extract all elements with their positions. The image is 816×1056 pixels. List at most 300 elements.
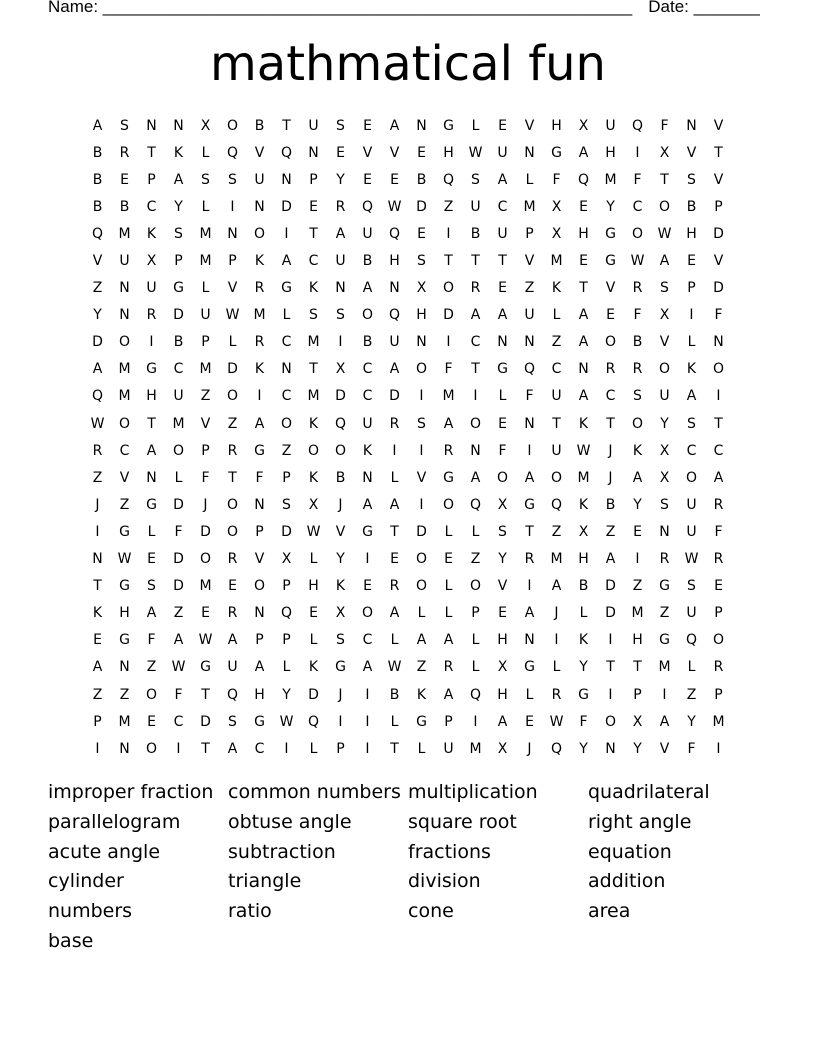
grid-letter[interactable]: E — [525, 713, 534, 730]
grid-letter[interactable]: G — [200, 659, 211, 676]
grid-letter[interactable]: U — [524, 307, 535, 324]
grid-letter[interactable]: D — [200, 523, 211, 540]
grid-letter[interactable]: U — [308, 117, 319, 134]
grid-letter[interactable]: I — [716, 388, 721, 405]
grid-letter[interactable]: P — [255, 523, 264, 540]
grid-letter[interactable]: T — [282, 117, 291, 134]
grid-letter[interactable]: W — [279, 713, 294, 730]
grid-letter[interactable]: T — [201, 740, 210, 757]
grid-letter[interactable]: I — [365, 740, 370, 757]
grid-letter[interactable]: D — [227, 361, 238, 378]
grid-letter[interactable]: Q — [226, 686, 239, 703]
grid-letter[interactable]: V — [713, 253, 724, 270]
grid-letter[interactable]: G — [524, 659, 535, 676]
grid-letter[interactable]: O — [658, 198, 671, 215]
grid-letter[interactable]: F — [660, 117, 669, 134]
grid-letter[interactable]: A — [497, 713, 508, 730]
grid-letter[interactable]: M — [307, 388, 320, 405]
grid-letter[interactable]: P — [309, 171, 318, 188]
grid-letter[interactable]: I — [365, 713, 370, 730]
grid-letter[interactable]: X — [659, 307, 670, 324]
grid-letter[interactable]: B — [335, 469, 346, 486]
grid-letter[interactable]: Q — [550, 496, 563, 513]
grid-letter[interactable]: R — [335, 198, 346, 215]
grid-letter[interactable]: I — [284, 740, 289, 757]
grid-letter[interactable]: Y — [606, 198, 615, 215]
grid-letter[interactable]: N — [92, 551, 103, 568]
grid-letter[interactable]: U — [146, 280, 157, 297]
grid-letter[interactable]: T — [525, 523, 534, 540]
grid-letter[interactable]: O — [361, 605, 374, 622]
grid-letter[interactable]: H — [497, 632, 508, 649]
grid-letter[interactable]: G — [443, 469, 454, 486]
grid-letter[interactable]: W — [387, 659, 402, 676]
grid-letter[interactable]: A — [443, 686, 454, 703]
grid-letter[interactable]: R — [713, 659, 724, 676]
grid-letter[interactable]: Z — [686, 686, 697, 703]
grid-letter[interactable]: V — [254, 144, 265, 161]
grid-letter[interactable]: T — [309, 361, 318, 378]
grid-letter[interactable]: S — [336, 632, 345, 649]
grid-letter[interactable]: I — [95, 740, 100, 757]
grid-letter[interactable]: E — [444, 551, 453, 568]
grid-letter[interactable]: I — [365, 686, 370, 703]
grid-letter[interactable]: B — [389, 686, 400, 703]
grid-letter[interactable]: U — [686, 605, 697, 622]
grid-letter[interactable]: O — [442, 280, 455, 297]
grid-letter[interactable]: C — [551, 361, 562, 378]
grid-letter[interactable]: N — [659, 523, 670, 540]
grid-letter[interactable]: A — [497, 171, 508, 188]
grid-letter[interactable]: N — [173, 117, 184, 134]
grid-letter[interactable]: O — [226, 388, 239, 405]
grid-letter[interactable]: A — [497, 307, 508, 324]
grid-letter[interactable]: E — [579, 198, 588, 215]
grid-letter[interactable]: L — [687, 659, 696, 676]
grid-letter[interactable]: Q — [550, 740, 563, 757]
grid-letter[interactable]: L — [471, 523, 480, 540]
grid-letter[interactable]: N — [227, 225, 238, 242]
grid-letter[interactable]: W — [171, 659, 186, 676]
grid-letter[interactable]: I — [635, 144, 640, 161]
grid-letter[interactable]: C — [713, 442, 724, 459]
grid-letter[interactable]: W — [657, 225, 672, 242]
grid-letter[interactable]: R — [227, 551, 238, 568]
grid-letter[interactable]: N — [497, 334, 508, 351]
grid-letter[interactable]: R — [632, 280, 643, 297]
grid-letter[interactable]: W — [117, 551, 132, 568]
grid-letter[interactable]: O — [118, 415, 131, 432]
grid-letter[interactable]: B — [686, 198, 697, 215]
grid-letter[interactable]: D — [173, 551, 184, 568]
grid-letter[interactable]: V — [416, 469, 427, 486]
grid-letter[interactable]: O — [604, 334, 617, 351]
grid-letter[interactable]: B — [173, 334, 184, 351]
grid-letter[interactable]: Q — [361, 198, 374, 215]
grid-letter[interactable]: Y — [336, 171, 345, 188]
grid-letter[interactable]: H — [578, 225, 589, 242]
grid-letter[interactable]: T — [201, 686, 210, 703]
grid-letter[interactable]: J — [203, 496, 208, 513]
grid-letter[interactable]: R — [632, 361, 643, 378]
grid-letter[interactable]: A — [92, 659, 103, 676]
grid-letter[interactable]: X — [659, 469, 670, 486]
grid-letter[interactable]: G — [443, 117, 454, 134]
grid-letter[interactable]: I — [419, 442, 424, 459]
grid-letter[interactable]: T — [309, 225, 318, 242]
grid-letter[interactable]: K — [686, 361, 697, 378]
grid-letter[interactable]: A — [470, 307, 481, 324]
grid-letter[interactable]: P — [444, 713, 453, 730]
grid-letter[interactable]: A — [389, 361, 400, 378]
grid-letter[interactable]: M — [307, 334, 320, 351]
grid-letter[interactable]: K — [308, 415, 319, 432]
grid-letter[interactable]: R — [524, 551, 535, 568]
grid-letter[interactable]: R — [92, 442, 103, 459]
grid-letter[interactable]: A — [605, 551, 616, 568]
grid-letter[interactable]: Z — [605, 523, 616, 540]
grid-letter[interactable]: U — [551, 442, 562, 459]
grid-letter[interactable]: T — [633, 659, 642, 676]
grid-letter[interactable]: G — [497, 361, 508, 378]
grid-letter[interactable]: M — [118, 713, 131, 730]
grid-letter[interactable]: X — [551, 198, 562, 215]
grid-letter[interactable]: V — [524, 253, 535, 270]
grid-letter[interactable]: I — [527, 578, 532, 595]
grid-letter[interactable]: A — [578, 307, 589, 324]
grid-letter[interactable]: D — [173, 307, 184, 324]
grid-letter[interactable]: X — [281, 551, 292, 568]
grid-letter[interactable]: Z — [119, 686, 130, 703]
grid-letter[interactable]: R — [227, 605, 238, 622]
grid-letter[interactable]: E — [498, 280, 507, 297]
grid-letter[interactable]: X — [146, 253, 157, 270]
grid-letter[interactable]: F — [552, 171, 561, 188]
grid-letter[interactable]: Y — [498, 551, 507, 568]
grid-letter[interactable]: I — [338, 713, 343, 730]
grid-letter[interactable]: U — [173, 388, 184, 405]
grid-letter[interactable]: I — [392, 442, 397, 459]
grid-letter[interactable]: O — [145, 686, 158, 703]
grid-letter[interactable]: L — [444, 523, 453, 540]
grid-letter[interactable]: A — [254, 659, 265, 676]
grid-letter[interactable]: U — [254, 171, 265, 188]
grid-letter[interactable]: Z — [416, 659, 427, 676]
grid-letter[interactable]: S — [336, 117, 345, 134]
grid-letter[interactable]: U — [686, 496, 697, 513]
grid-letter[interactable]: X — [416, 280, 427, 297]
grid-letter[interactable]: Q — [91, 388, 104, 405]
grid-letter[interactable]: M — [118, 388, 131, 405]
grid-letter[interactable]: H — [443, 144, 454, 161]
grid-letter[interactable]: L — [444, 605, 453, 622]
grid-letter[interactable]: C — [281, 388, 292, 405]
grid-letter[interactable]: S — [309, 307, 318, 324]
grid-letter[interactable]: A — [335, 225, 346, 242]
grid-letter[interactable]: N — [524, 415, 535, 432]
grid-letter[interactable]: M — [253, 307, 266, 324]
grid-letter[interactable]: G — [416, 713, 427, 730]
grid-letter[interactable]: C — [173, 361, 184, 378]
grid-letter[interactable]: O — [307, 442, 320, 459]
grid-letter[interactable]: K — [362, 442, 373, 459]
grid-letter[interactable]: N — [254, 198, 265, 215]
grid-letter[interactable]: G — [254, 713, 265, 730]
grid-letter[interactable]: T — [390, 740, 399, 757]
grid-letter[interactable]: O — [226, 117, 239, 134]
grid-letter[interactable]: A — [713, 469, 724, 486]
grid-letter[interactable]: O — [550, 469, 563, 486]
grid-letter[interactable]: O — [415, 361, 428, 378]
grid-letter[interactable]: D — [173, 578, 184, 595]
grid-letter[interactable]: E — [390, 171, 399, 188]
grid-letter[interactable]: P — [201, 442, 210, 459]
grid-letter[interactable]: Q — [469, 496, 482, 513]
grid-letter[interactable]: O — [253, 225, 266, 242]
grid-letter[interactable]: I — [554, 632, 559, 649]
grid-letter[interactable]: G — [173, 280, 184, 297]
grid-letter[interactable]: F — [579, 713, 588, 730]
grid-letter[interactable]: U — [227, 659, 238, 676]
grid-letter[interactable]: P — [714, 605, 723, 622]
grid-letter[interactable]: U — [551, 388, 562, 405]
grid-letter[interactable]: N — [308, 144, 319, 161]
grid-letter[interactable]: U — [389, 334, 400, 351]
grid-letter[interactable]: I — [419, 388, 424, 405]
grid-letter[interactable]: A — [173, 171, 184, 188]
grid-letter[interactable]: C — [362, 361, 373, 378]
grid-letter[interactable]: C — [146, 198, 157, 215]
grid-letter[interactable]: R — [254, 334, 265, 351]
grid-letter[interactable]: O — [280, 415, 293, 432]
grid-letter[interactable]: E — [390, 551, 399, 568]
grid-letter[interactable]: G — [146, 361, 157, 378]
grid-letter[interactable]: X — [497, 496, 508, 513]
grid-letter[interactable]: Q — [577, 171, 590, 188]
grid-letter[interactable]: M — [631, 605, 644, 622]
grid-letter[interactable]: P — [255, 632, 264, 649]
grid-letter[interactable]: L — [471, 117, 480, 134]
grid-letter[interactable]: V — [524, 117, 535, 134]
grid-letter[interactable]: K — [308, 659, 319, 676]
grid-letter[interactable]: Z — [227, 415, 238, 432]
grid-letter[interactable]: X — [578, 117, 589, 134]
grid-letter[interactable]: O — [361, 307, 374, 324]
grid-letter[interactable]: O — [199, 551, 212, 568]
grid-letter[interactable]: K — [146, 225, 157, 242]
grid-letter[interactable]: V — [713, 171, 724, 188]
grid-letter[interactable]: M — [577, 469, 590, 486]
grid-letter[interactable]: H — [497, 686, 508, 703]
grid-letter[interactable]: L — [579, 605, 588, 622]
grid-letter[interactable]: N — [524, 632, 535, 649]
grid-letter[interactable]: L — [444, 578, 453, 595]
grid-letter[interactable]: V — [119, 469, 130, 486]
grid-letter[interactable]: G — [659, 578, 670, 595]
grid-letter[interactable]: M — [712, 713, 725, 730]
grid-letter[interactable]: R — [713, 551, 724, 568]
grid-letter[interactable]: Q — [523, 361, 536, 378]
grid-letter[interactable]: N — [389, 280, 400, 297]
grid-letter[interactable]: I — [284, 225, 289, 242]
grid-letter[interactable]: D — [308, 686, 319, 703]
grid-letter[interactable]: F — [525, 388, 534, 405]
grid-letter[interactable]: M — [199, 253, 212, 270]
grid-letter[interactable]: H — [686, 225, 697, 242]
grid-letter[interactable]: N — [578, 361, 589, 378]
grid-letter[interactable]: B — [254, 117, 265, 134]
grid-letter[interactable]: V — [200, 415, 211, 432]
grid-letter[interactable]: D — [335, 388, 346, 405]
grid-letter[interactable]: M — [199, 578, 212, 595]
grid-letter[interactable]: Q — [442, 171, 455, 188]
grid-letter[interactable]: R — [659, 551, 670, 568]
grid-letter[interactable]: M — [118, 361, 131, 378]
grid-letter[interactable]: W — [90, 415, 105, 432]
grid-letter[interactable]: C — [362, 388, 373, 405]
grid-letter[interactable]: D — [389, 388, 400, 405]
grid-letter[interactable]: O — [226, 496, 239, 513]
grid-letter[interactable]: A — [659, 713, 670, 730]
grid-letter[interactable]: C — [470, 334, 481, 351]
grid-letter[interactable]: R — [443, 442, 454, 459]
grid-letter[interactable]: L — [282, 659, 291, 676]
grid-letter[interactable]: O — [415, 551, 428, 568]
grid-letter[interactable]: A — [227, 632, 238, 649]
grid-letter[interactable]: I — [365, 551, 370, 568]
grid-letter[interactable]: E — [120, 171, 129, 188]
date-field[interactable]: Date: _______ — [648, 0, 760, 16]
grid-letter[interactable]: G — [146, 496, 157, 513]
grid-letter[interactable]: K — [578, 415, 589, 432]
grid-letter[interactable]: S — [174, 225, 183, 242]
grid-letter[interactable]: I — [95, 523, 100, 540]
grid-letter[interactable]: U — [497, 144, 508, 161]
grid-letter[interactable]: O — [118, 334, 131, 351]
grid-letter[interactable]: X — [659, 144, 670, 161]
grid-letter[interactable]: A — [173, 632, 184, 649]
grid-letter[interactable]: E — [687, 253, 696, 270]
grid-letter[interactable]: Z — [470, 551, 481, 568]
grid-letter[interactable]: L — [309, 740, 318, 757]
grid-letter[interactable]: Z — [281, 442, 292, 459]
grid-letter[interactable]: X — [200, 117, 211, 134]
grid-letter[interactable]: U — [686, 523, 697, 540]
grid-letter[interactable]: Q — [388, 307, 401, 324]
grid-letter[interactable]: E — [201, 605, 210, 622]
grid-letter[interactable]: E — [606, 307, 615, 324]
grid-letter[interactable]: E — [336, 144, 345, 161]
grid-letter[interactable]: L — [309, 551, 318, 568]
grid-letter[interactable]: B — [92, 198, 103, 215]
grid-letter[interactable]: C — [281, 334, 292, 351]
grid-letter[interactable]: Q — [280, 605, 293, 622]
grid-letter[interactable]: S — [201, 171, 210, 188]
grid-letter[interactable]: M — [550, 253, 563, 270]
grid-letter[interactable]: I — [446, 334, 451, 351]
grid-letter[interactable]: P — [687, 280, 696, 297]
grid-letter[interactable]: S — [687, 171, 696, 188]
grid-letter[interactable]: F — [714, 307, 723, 324]
grid-letter[interactable]: I — [635, 551, 640, 568]
grid-letter[interactable]: W — [387, 198, 402, 215]
grid-letter[interactable]: L — [147, 523, 156, 540]
grid-letter[interactable]: T — [552, 415, 561, 432]
grid-letter[interactable]: R — [389, 415, 400, 432]
grid-letter[interactable]: R — [227, 442, 238, 459]
grid-letter[interactable]: N — [281, 171, 292, 188]
grid-letter[interactable]: F — [633, 171, 642, 188]
grid-letter[interactable]: N — [119, 280, 130, 297]
grid-letter[interactable]: Y — [633, 496, 642, 513]
grid-letter[interactable]: O — [145, 740, 158, 757]
grid-letter[interactable]: D — [605, 578, 616, 595]
grid-letter[interactable]: J — [527, 740, 532, 757]
grid-letter[interactable]: P — [336, 740, 345, 757]
grid-letter[interactable]: Z — [146, 659, 157, 676]
grid-letter[interactable]: A — [146, 442, 157, 459]
grid-letter[interactable]: Y — [174, 198, 183, 215]
grid-letter[interactable]: R — [146, 307, 157, 324]
grid-letter[interactable]: H — [632, 632, 643, 649]
grid-letter[interactable]: T — [606, 415, 615, 432]
grid-letter[interactable]: P — [282, 578, 291, 595]
grid-letter[interactable]: N — [362, 469, 373, 486]
grid-letter[interactable]: Y — [579, 659, 588, 676]
grid-letter[interactable]: I — [608, 632, 613, 649]
grid-letter[interactable]: L — [552, 659, 561, 676]
grid-letter[interactable]: L — [201, 198, 210, 215]
grid-letter[interactable]: I — [176, 740, 181, 757]
grid-letter[interactable]: I — [608, 686, 613, 703]
grid-letter[interactable]: T — [471, 361, 480, 378]
grid-letter[interactable]: T — [228, 469, 237, 486]
grid-letter[interactable]: E — [633, 523, 642, 540]
grid-letter[interactable]: H — [551, 117, 562, 134]
grid-letter[interactable]: C — [632, 198, 643, 215]
grid-letter[interactable]: E — [309, 605, 318, 622]
grid-letter[interactable]: A — [362, 659, 373, 676]
grid-letter[interactable]: G — [605, 225, 616, 242]
grid-letter[interactable]: L — [390, 469, 399, 486]
grid-letter[interactable]: X — [578, 523, 589, 540]
grid-letter[interactable]: N — [119, 659, 130, 676]
grid-letter[interactable]: U — [119, 253, 130, 270]
grid-letter[interactable]: O — [172, 442, 185, 459]
grid-letter[interactable]: X — [335, 361, 346, 378]
grid-letter[interactable]: T — [714, 144, 723, 161]
grid-letter[interactable]: R — [254, 280, 265, 297]
grid-letter[interactable]: P — [714, 198, 723, 215]
grid-letter[interactable]: K — [416, 686, 427, 703]
grid-letter[interactable]: Q — [307, 713, 320, 730]
grid-letter[interactable]: N — [686, 117, 697, 134]
grid-letter[interactable]: G — [605, 253, 616, 270]
grid-letter[interactable]: B — [578, 578, 589, 595]
grid-letter[interactable]: H — [416, 307, 427, 324]
grid-letter[interactable]: A — [578, 144, 589, 161]
grid-letter[interactable]: J — [608, 469, 613, 486]
grid-letter[interactable]: A — [389, 605, 400, 622]
grid-letter[interactable]: K — [254, 253, 265, 270]
grid-letter[interactable]: T — [147, 144, 156, 161]
grid-letter[interactable]: X — [551, 225, 562, 242]
grid-letter[interactable]: J — [338, 686, 343, 703]
grid-letter[interactable]: R — [605, 361, 616, 378]
grid-letter[interactable]: U — [362, 415, 373, 432]
grid-letter[interactable]: G — [281, 280, 292, 297]
grid-letter[interactable]: F — [201, 469, 210, 486]
